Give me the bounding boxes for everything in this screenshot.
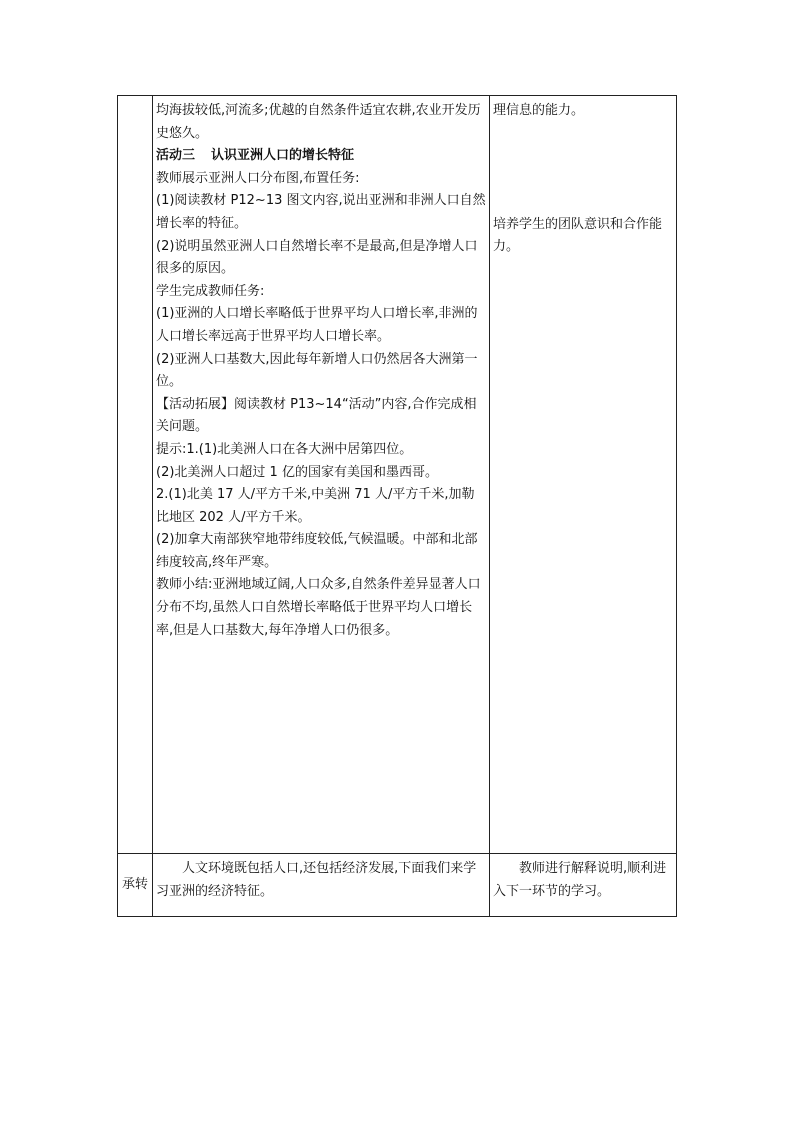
hint-2: (2)北美洲人口超过 1 亿的国家有美国和墨西哥。 bbox=[156, 464, 438, 480]
lesson-plan-table bbox=[117, 95, 677, 917]
activity-name: 认识亚洲人口的增长特征 bbox=[211, 148, 355, 164]
content-cell bbox=[153, 854, 490, 917]
task-2: (2)说明虽然亚洲人口自然增长率不是最高,但是净增人口很多的原因。 bbox=[156, 238, 478, 277]
transition-intent: 教师进行解释说明,顺利进入下一环节的学习。 bbox=[493, 861, 667, 899]
hint-4: (2)加拿大南部狭窄地带纬度较低,气候温暖。中部和北部纬度较高,终年严寒。 bbox=[156, 532, 478, 570]
stage-cell bbox=[118, 96, 153, 854]
teacher-intro: 教师展示亚洲人口分布图,布置任务: bbox=[156, 170, 360, 186]
table-row bbox=[118, 854, 677, 917]
stage-cell: 承转 bbox=[118, 854, 153, 917]
activity-heading bbox=[156, 145, 486, 168]
transition-text: 人文环境既包括人口,还包括经济发展,下面我们来学习亚洲的经济特征。 bbox=[156, 861, 477, 899]
intent-cell bbox=[490, 854, 677, 917]
intent-middle: 培养学生的团队意识和合作能力。 bbox=[493, 216, 663, 255]
intent-top: 理信息的能力。 bbox=[493, 103, 585, 118]
content-cell bbox=[153, 96, 490, 854]
activity-title: 活动三 bbox=[156, 148, 196, 164]
answer-2: (2)亚洲人口基数大,因此每年新增人口仍然居各大洲第一位。 bbox=[156, 351, 478, 390]
activity-extension: 【活动拓展】阅读教材 P13~14“活动”内容,合作完成相关问题。 bbox=[156, 396, 477, 435]
teacher-summary: 教师小结:亚洲地域辽阔,人口众多,自然条件差异显著人口分布不均,虽然人口自然增长率略低于世界平均人口增长率,但是人口基数大,每年净增人口仍很多。 bbox=[156, 577, 481, 638]
hint-1: 提示:1.(1)北美洲人口在各大洲中居第四位。 bbox=[156, 441, 413, 457]
intent-cell bbox=[490, 96, 677, 854]
continued-text: 均海拔较低,河流多;优越的自然条件适宜农耕,农业开发历史悠久。 bbox=[156, 103, 481, 141]
student-intro: 学生完成教师任务: bbox=[156, 283, 265, 299]
task-1: (1)阅读教材 P12~13 图文内容,说出亚洲和非洲人口自然增长率的特征。 bbox=[156, 193, 486, 231]
table-row bbox=[118, 96, 677, 854]
answer-1: (1)亚洲的人口增长率略低于世界平均人口增长率,非洲的人口增长率远高于世界平均人口增长率。 bbox=[156, 306, 478, 344]
hint-3: 2.(1)北美 17 人/平方千米,中美洲 71 人/平方千米,加勒比地区 202 人/平方千米。 bbox=[156, 487, 475, 525]
